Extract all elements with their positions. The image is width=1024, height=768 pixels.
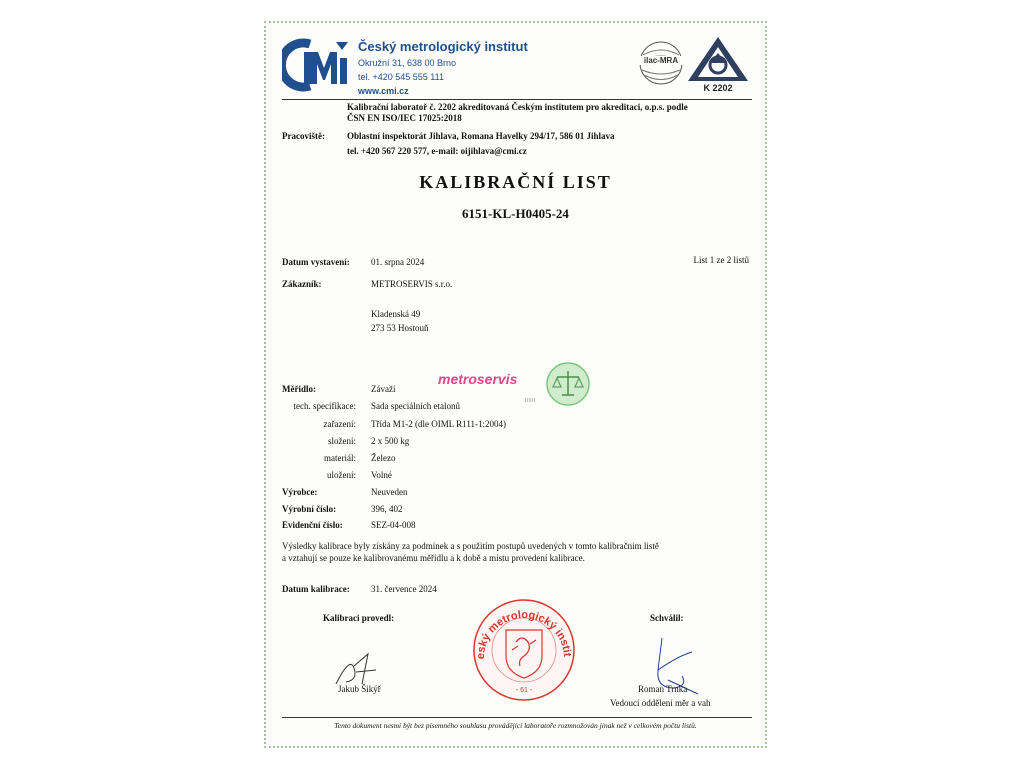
- approved-by-label: Schválil:: [650, 613, 684, 623]
- approver-name: Roman Trnka: [638, 684, 688, 694]
- k-number-label: K 2202: [703, 83, 733, 93]
- customer-city: 273 53 Hostouň: [371, 323, 429, 333]
- accreditation-line-2: ČSN EN ISO/IEC 17025:2018: [347, 113, 462, 123]
- composition-label: složení:: [328, 436, 356, 446]
- institute-address: Okružní 31, 638 00 Brno: [358, 58, 457, 68]
- classification-value: Třída M1-2 (dle OIML R111-1:2004): [371, 419, 506, 429]
- customer-label: Zákazník:: [282, 279, 322, 289]
- issue-date-value: 01. srpna 2024: [371, 257, 425, 267]
- workplace-line-1: Oblastní inspektorát Jihlava, Romana Havelky 294/17, 586 01 Jihlava: [347, 131, 615, 141]
- footer-rule: [282, 717, 752, 718]
- calibration-date-label: Datum kalibrace:: [282, 584, 350, 594]
- cmi-official-seal: [472, 598, 576, 702]
- ilac-mra-label: ilac-MRA: [638, 56, 684, 65]
- page-info: List 1 ze 2 listů: [693, 255, 749, 265]
- results-note-line-1: Výsledky kalibrace byly získány za podmínek a s použitím postupů uvedených v tomto kalibračním listě: [282, 541, 659, 551]
- composition-value: 2 x 500 kg: [371, 436, 410, 446]
- registry-number-label: Evidenční číslo:: [282, 520, 343, 530]
- document-number: 6151-KL-H0405-24: [462, 206, 569, 221]
- tech-spec-label: tech. specifikace:: [293, 401, 356, 411]
- issue-date-label: Datum vystavení:: [282, 257, 350, 267]
- institute-name: Český metrologický institut: [358, 39, 528, 54]
- tech-spec-value: Sada speciálních etalonů: [371, 401, 460, 411]
- serial-number-label: Výrobní číslo:: [282, 504, 337, 514]
- metroservis-stamp-text: metroservis: [438, 371, 518, 387]
- instrument-label: Měřidlo:: [282, 384, 316, 394]
- manufacturer-label: Výrobce:: [282, 487, 318, 497]
- seal-text: eský metrologický instit: [474, 608, 574, 660]
- registry-number-value: SEZ-04-008: [371, 520, 416, 530]
- classification-label: zařazení:: [323, 419, 356, 429]
- calibration-date-value: 31. července 2024: [371, 584, 437, 594]
- metroservis-scale-icon: [545, 361, 591, 407]
- calibration-certificate-page: [264, 21, 767, 748]
- performer-name: Jakub Šikýř: [338, 684, 381, 694]
- institute-phone: tel. +420 545 555 111: [358, 72, 444, 82]
- institute-web: www.cmi.cz: [358, 86, 409, 96]
- document-title: KALIBRAČNÍ LIST: [419, 172, 612, 192]
- workplace-label: Pracoviště:: [282, 131, 325, 141]
- customer-street: Kladenská 49: [371, 309, 421, 319]
- approver-role: Vedoucí oddělení měr a vah: [610, 698, 711, 708]
- results-note-line-2: a vztahují se pouze ke kalibrovanému měřidlu a k době a místu provedení kalibrace.: [282, 553, 585, 563]
- material-value: Železo: [371, 453, 396, 463]
- footer-disclaimer: Tento dokument nesmí být bez písemného souhlasu provádějící laboratoře rozmnožován jinak než v celkovém počtu listů.: [334, 721, 697, 730]
- metroservis-stamp-number: 1001: [524, 398, 536, 404]
- storage-label: uložení:: [327, 470, 356, 480]
- performed-by-label: Kalibraci provedl:: [323, 613, 395, 623]
- cmi-logo: [282, 38, 350, 92]
- storage-value: Volné: [371, 470, 392, 480]
- seal-number: - 61 -: [515, 687, 533, 694]
- manufacturer-value: Neuveden: [371, 487, 408, 497]
- workplace-line-2: tel. +420 567 220 577, e-mail: oijihlava@cmi.cz: [347, 146, 527, 156]
- accreditation-line-1: Kalibrační laboratoř č. 2202 akreditovaná Českým institutem pro akreditaci, o.p.s. podle: [347, 102, 688, 112]
- customer-name: METROSERVIS s.r.o.: [371, 279, 453, 289]
- serial-number-value: 396, 402: [371, 504, 403, 514]
- instrument-value: Závaží: [371, 384, 396, 394]
- header-rule: [282, 99, 752, 100]
- material-label: materiál:: [324, 453, 356, 463]
